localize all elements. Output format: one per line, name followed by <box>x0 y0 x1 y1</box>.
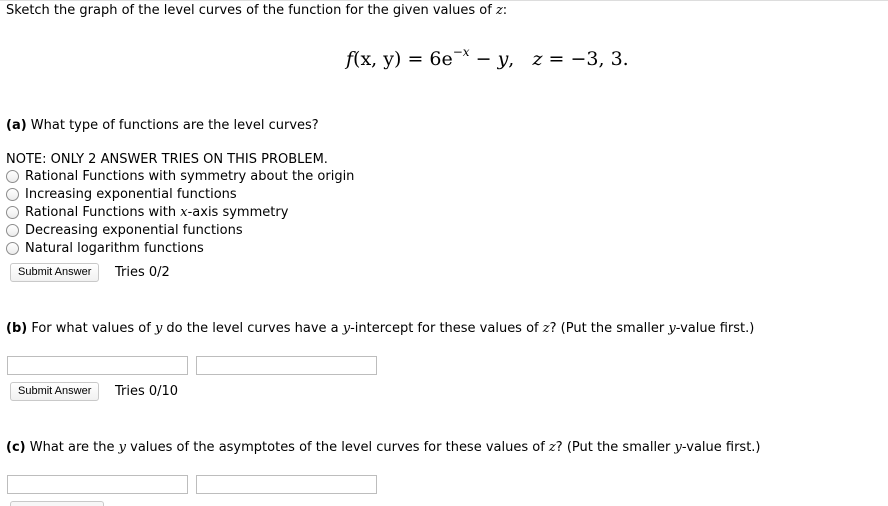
option-label: Increasing exponential functions <box>25 186 237 202</box>
eq-minus: − <box>469 48 498 70</box>
part-b-question <box>6 321 754 336</box>
instruction-colon: : <box>502 3 508 18</box>
var-x: x <box>180 204 188 220</box>
var-y: y <box>118 440 127 455</box>
part-a-label: (a) <box>6 118 27 133</box>
q-text: ? (Put the smaller <box>549 321 669 336</box>
eq-args: (x, y) = 6e <box>353 48 453 70</box>
radio-button[interactable] <box>6 188 19 201</box>
option-increasing-exponential[interactable] <box>6 185 237 203</box>
q-text: -intercept for these values of <box>350 321 543 336</box>
function-equation <box>346 45 629 70</box>
option-rational-x-axis[interactable] <box>6 203 288 221</box>
q-text: do the level curves have a <box>162 321 343 336</box>
eq-comma: , <box>508 48 533 70</box>
eq-z-values: = −3, 3. <box>542 48 629 70</box>
part-a-question-text: What type of functions are the level curves? <box>30 118 319 133</box>
part-b-answer-2-input[interactable] <box>196 356 377 375</box>
var-z: z <box>542 321 550 336</box>
part-c-answer-1-input[interactable] <box>7 475 188 494</box>
eq-exponent: −x <box>452 45 470 59</box>
part-b-answer-1-input[interactable] <box>7 356 188 375</box>
var-y: y <box>674 440 682 455</box>
option-natural-log[interactable] <box>6 239 204 257</box>
option-rational-origin[interactable] <box>6 167 354 185</box>
var-z: z <box>548 440 556 455</box>
part-b-submit-button[interactable]: Submit Answer <box>10 382 99 401</box>
part-c-label: (c) <box>6 440 26 455</box>
radio-button[interactable] <box>6 224 19 237</box>
var-y: y <box>342 321 351 336</box>
eq-y: y <box>497 48 509 70</box>
q-text: What are the <box>29 440 119 455</box>
part-c-submit-button-partial[interactable] <box>10 501 104 506</box>
option-label: Decreasing exponential functions <box>25 222 243 238</box>
part-b-label: (b) <box>6 321 28 336</box>
top-divider <box>0 0 888 1</box>
part-b-tries: Tries 0/10 <box>115 384 179 399</box>
radio-button[interactable] <box>6 206 19 219</box>
part-c-answer-2-input[interactable] <box>196 475 377 494</box>
eq-z: z <box>532 48 543 70</box>
var-y: y <box>668 321 676 336</box>
q-text: ? (Put the smaller <box>555 440 675 455</box>
var-y: y <box>154 321 163 336</box>
var-z: z <box>495 3 503 18</box>
q-text: -value first.) <box>675 321 755 336</box>
problem-instruction <box>6 3 507 18</box>
part-a-note: NOTE: ONLY 2 ANSWER TRIES ON THIS PROBLEM. <box>6 152 328 167</box>
option-decreasing-exponential[interactable] <box>6 221 243 239</box>
eq-f: f <box>346 48 354 70</box>
q-text: values of the asymptotes of the level curves for these values of <box>126 440 549 455</box>
instruction-text: Sketch the graph of the level curves of the function for the given values of <box>6 3 496 18</box>
option-label <box>25 205 288 220</box>
part-a-tries: Tries 0/2 <box>115 265 170 280</box>
option-label-end: -axis symmetry <box>187 204 289 220</box>
radio-button[interactable] <box>6 242 19 255</box>
option-label: Rational Functions with symmetry about the origin <box>25 168 355 184</box>
option-label-start: Rational Functions with <box>25 204 181 220</box>
q-text: -value first.) <box>681 440 761 455</box>
part-a-question <box>6 118 319 133</box>
part-a-submit-button[interactable]: Submit Answer <box>10 263 99 282</box>
option-label: Natural logarithm functions <box>25 240 204 256</box>
radio-button[interactable] <box>6 170 19 183</box>
q-text: For what values of <box>31 321 155 336</box>
part-c-question <box>6 440 761 455</box>
